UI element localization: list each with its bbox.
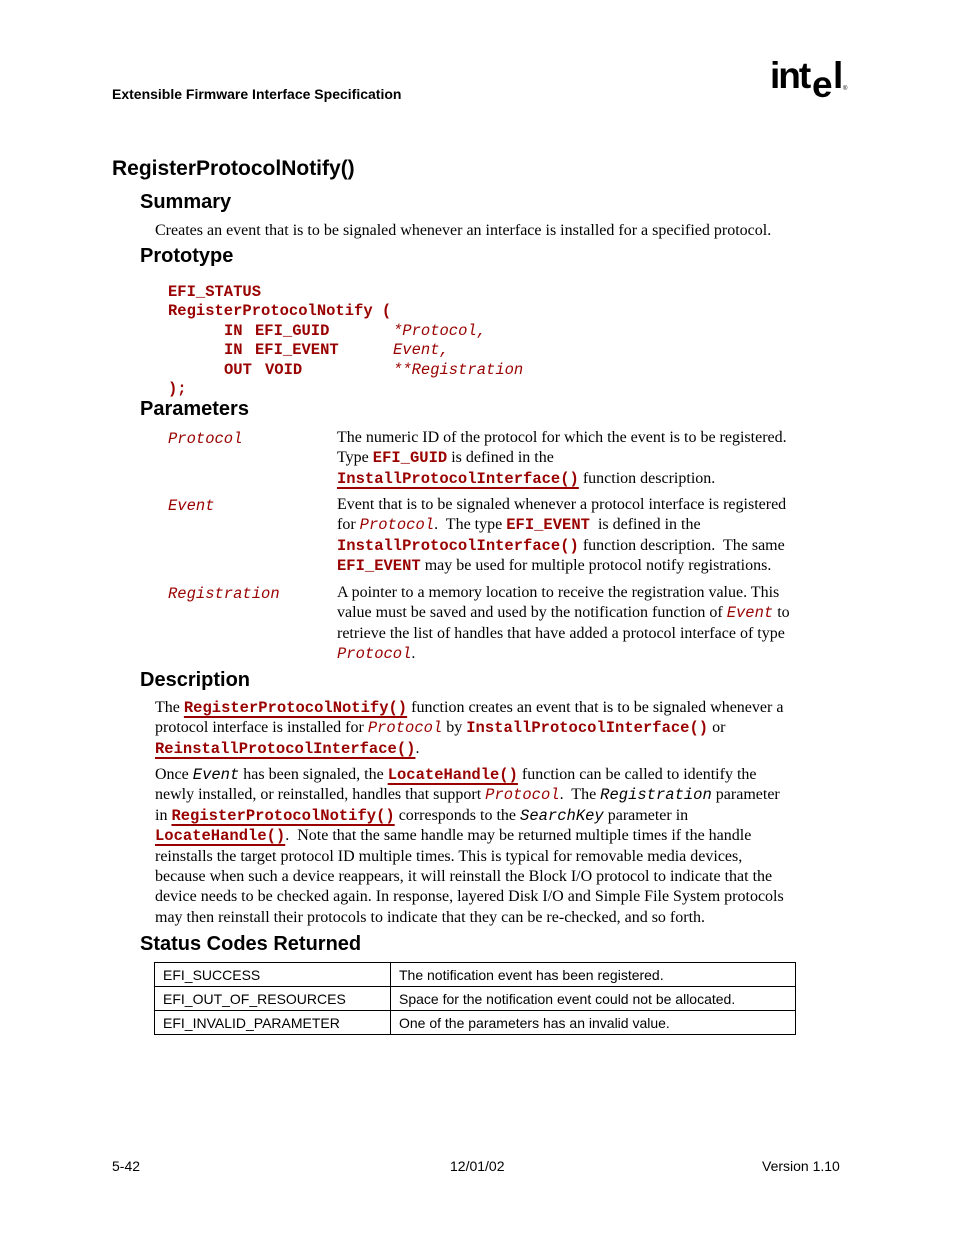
section-status-heading: Status Codes Returned	[140, 933, 362, 955]
text-span: is defined in the	[447, 449, 554, 467]
summary-text: Creates an event that is to be signaled whenever an interface is installed for a specified protocol.	[155, 222, 772, 239]
header-title: Extensible Firmware Interface Specification	[112, 86, 402, 102]
prototype-arg-type: VOID	[265, 361, 303, 379]
param-desc-line: retrieve the list of handles that have added a protocol interface of type	[337, 624, 785, 642]
text-span: to	[773, 604, 790, 622]
description-line	[155, 718, 845, 738]
param-ref-protocol: Protocol	[367, 719, 443, 738]
text-span: Once	[155, 766, 193, 783]
param-desc-registration	[337, 583, 837, 665]
description-line: device needs to be checked again. In response, layered Disk I/O and Simple File System protocols	[155, 888, 784, 906]
prototype-arg-mod: IN	[224, 322, 243, 340]
text-span: has been signaled, the	[239, 766, 388, 783]
footer-page-number: 5-42	[112, 1158, 141, 1174]
text-span: . The	[559, 786, 601, 804]
text-span: protocol interface is installed for	[155, 719, 368, 737]
prototype-function-name: RegisterProtocolNotify (	[168, 302, 392, 320]
text-span: . Note that the same handle may be returned multiple times if the handle	[285, 827, 752, 845]
table-row	[155, 963, 796, 987]
prototype-arg-type: EFI_EVENT	[255, 341, 339, 359]
description-paragraph-2	[155, 765, 845, 928]
param-desc-line	[337, 556, 837, 576]
description-line	[155, 765, 845, 785]
link-locate-handle[interactable]: LocateHandle()	[387, 766, 518, 784]
svg-text:int: int	[770, 56, 810, 96]
status-desc-cell: Space for the notification event could not be allocated.	[391, 987, 796, 1011]
param-desc-protocol	[337, 428, 837, 489]
param-desc-line: Event that is to be signaled whenever a protocol interface is registered	[337, 496, 787, 513]
param-ref-searchkey: SearchKey	[520, 806, 604, 825]
status-code-cell: EFI_SUCCESS	[155, 963, 391, 987]
text-span: may be used for multiple protocol notify registrations.	[420, 557, 772, 575]
param-ref-protocol: Protocol	[359, 516, 435, 535]
text-span: or	[708, 719, 726, 737]
text-span: for	[337, 516, 360, 534]
type-efi-event: EFI_EVENT	[337, 557, 421, 576]
param-desc-line	[337, 536, 837, 556]
prototype-arg-name: **Registration	[393, 361, 524, 379]
link-register-protocol-notify[interactable]: RegisterProtocolNotify()	[171, 806, 395, 825]
section-prototype-heading: Prototype	[140, 245, 234, 267]
param-desc-line	[337, 603, 837, 623]
svg-text:®: ®	[843, 86, 848, 92]
description-line	[155, 698, 845, 718]
text-span: .	[415, 739, 420, 757]
prototype-close: );	[168, 380, 187, 398]
link-install-protocol-interface[interactable]: InstallProtocolInterface()	[337, 469, 579, 488]
status-desc-cell: One of the parameters has an invalid value.	[391, 1011, 796, 1035]
text-span: newly installed, or reinstalled, handles that support	[155, 786, 486, 804]
description-line: reinstalls the target protocol ID multiple times. This is typical for removable media devices,	[155, 847, 743, 865]
param-name-event: Event	[168, 497, 215, 515]
text-span: in	[155, 806, 172, 824]
text-span: The	[155, 699, 184, 716]
param-ref-protocol: Protocol	[485, 786, 560, 805]
text-span: . The type	[434, 516, 507, 534]
prototype-arg-name: *Protocol,	[393, 322, 487, 340]
status-code-cell: EFI_OUT_OF_RESOURCES	[155, 987, 391, 1011]
param-ref-registration: Registration	[600, 786, 712, 805]
footer-date: 12/01/02	[450, 1158, 505, 1174]
svg-text:e: e	[812, 64, 833, 104]
type-efi-guid: EFI_GUID	[372, 449, 448, 468]
text-span: Type	[337, 449, 373, 467]
text-span: function description. The same	[578, 536, 785, 554]
page-title: RegisterProtocolNotify()	[112, 157, 355, 180]
text-span: function creates an event that is to be signaled whenever a	[407, 699, 784, 716]
param-desc-line	[337, 515, 837, 535]
text-span: parameter	[711, 786, 780, 804]
svg-text:l: l	[833, 56, 844, 96]
prototype-return-type: EFI_STATUS	[168, 283, 262, 301]
description-line	[155, 785, 845, 805]
text-span: is defined in the	[589, 516, 701, 534]
description-line: because when such a device reappears, it will reinstall the Block I/O protocol to indicate that the	[155, 868, 773, 886]
param-ref-event: Event	[726, 604, 774, 623]
description-line: may then reinstall their protocols to indicate that they can be re-checked, and so forth.	[155, 908, 706, 926]
prototype-arg-name: Event,	[393, 341, 449, 359]
intel-logo	[770, 56, 850, 104]
text-span: value must be saved and used by the notification function of	[337, 604, 727, 622]
status-codes-table	[154, 962, 796, 1035]
param-name-registration: Registration	[168, 585, 280, 603]
prototype-arg-mod: OUT	[224, 361, 252, 379]
prototype-arg-type: EFI_GUID	[255, 322, 330, 340]
text-span: corresponds to the	[394, 806, 521, 824]
param-desc-line: The numeric ID of the protocol for which the event is to be registered.	[337, 429, 787, 446]
param-desc-line: A pointer to a memory location to receive the registration value. This	[337, 584, 780, 601]
text-span: parameter in	[603, 806, 689, 824]
param-ref-protocol: Protocol	[337, 645, 412, 664]
param-ref-event: Event	[192, 766, 240, 784]
param-desc-line	[337, 644, 837, 664]
description-paragraph-1	[155, 698, 845, 759]
link-reinstall-protocol-interface[interactable]: ReinstallProtocolInterface()	[155, 739, 416, 758]
status-desc-cell: The notification event has been registered.	[391, 963, 796, 987]
section-description-heading: Description	[140, 669, 251, 691]
description-line	[155, 806, 845, 826]
status-code-cell: EFI_INVALID_PARAMETER	[155, 1011, 391, 1035]
link-locate-handle[interactable]: LocateHandle()	[155, 827, 286, 846]
text-span: function can be called to identify the	[517, 766, 757, 783]
table-row	[155, 987, 796, 1011]
section-parameters-heading: Parameters	[140, 398, 249, 420]
ref-install-protocol-interface: InstallProtocolInterface()	[337, 536, 579, 555]
prototype-arg-mod: IN	[224, 341, 243, 359]
text-span: by	[442, 719, 467, 737]
table-row	[155, 1011, 796, 1035]
param-name-protocol: Protocol	[168, 430, 243, 448]
text-span: .	[411, 645, 416, 663]
param-desc-line	[337, 469, 837, 489]
description-line	[155, 739, 845, 759]
section-summary-heading: Summary	[140, 191, 232, 213]
description-line	[155, 826, 845, 846]
link-register-protocol-notify[interactable]: RegisterProtocolNotify()	[183, 699, 408, 717]
param-desc-line	[337, 448, 837, 468]
footer-version: Version 1.10	[762, 1158, 840, 1174]
type-efi-event: EFI_EVENT	[506, 516, 590, 535]
text-span: function description.	[578, 469, 716, 487]
param-desc-event	[337, 495, 837, 577]
ref-install-protocol-interface: InstallProtocolInterface()	[466, 719, 709, 738]
